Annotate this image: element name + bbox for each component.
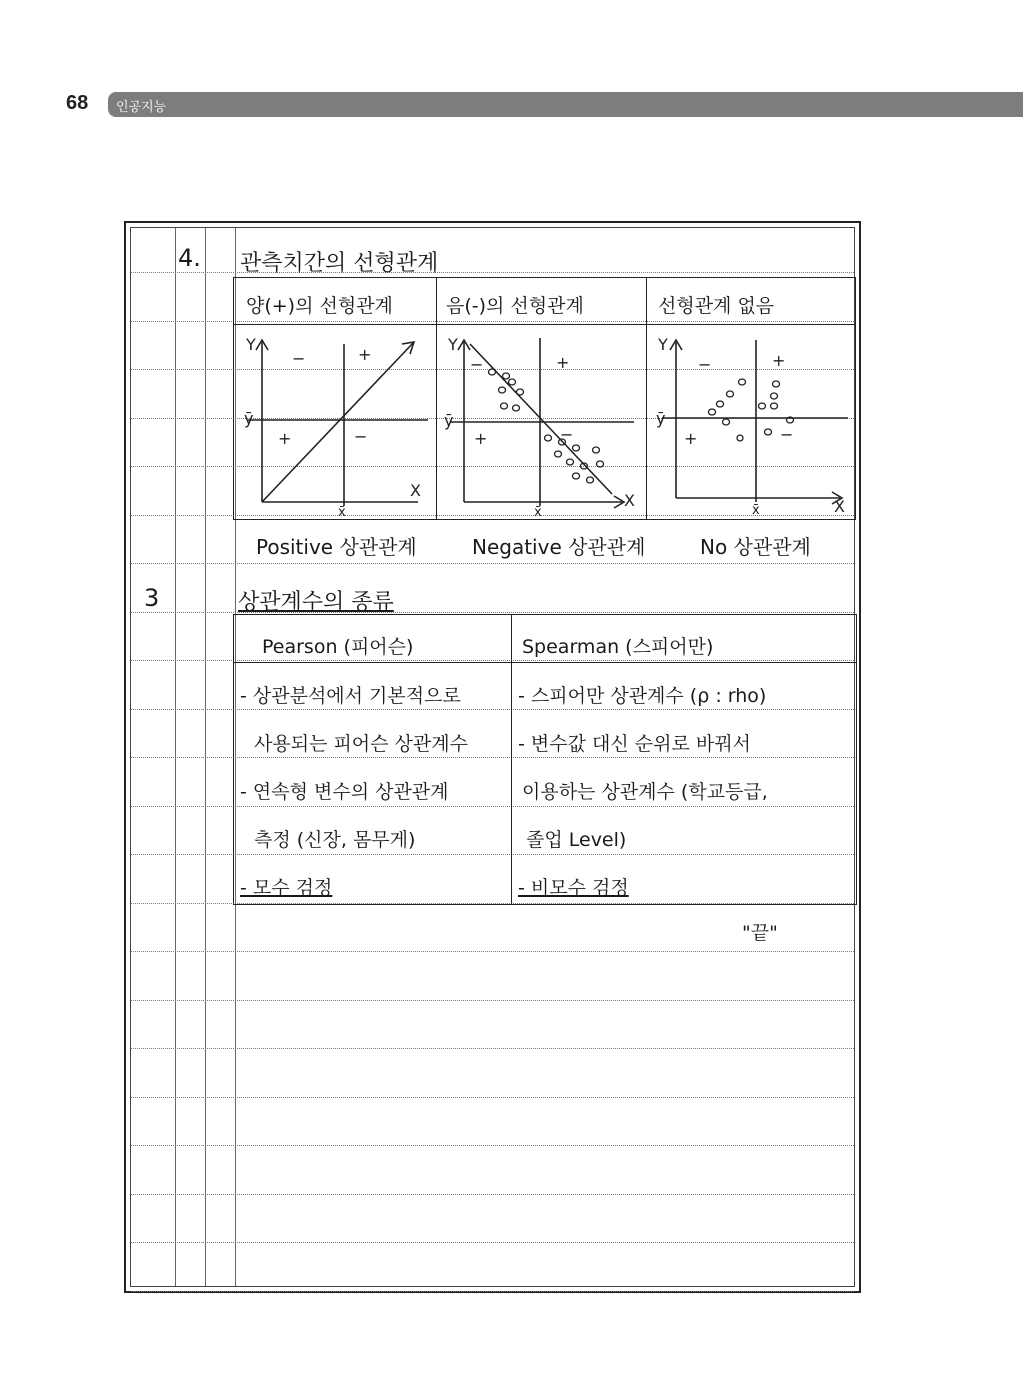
data-point	[555, 451, 562, 457]
data-point	[737, 435, 743, 441]
section-4-number: 4.	[178, 244, 201, 272]
caption-negative: Negative 상관관계	[472, 535, 646, 559]
ruled-line	[131, 1291, 854, 1292]
ruled-line	[131, 951, 854, 952]
quadrant-sign: −	[780, 425, 794, 444]
column-header-none: 선형관계 없음	[658, 295, 775, 317]
quadrant-sign: +	[556, 353, 570, 372]
pearson-line: 사용되는 피어슨 상관계수	[254, 733, 468, 755]
data-point	[765, 429, 772, 435]
data-point	[717, 401, 724, 407]
no-correlation-plot	[650, 330, 854, 516]
quadrant-sign: −	[470, 355, 484, 374]
page-number: 68	[66, 92, 89, 114]
data-point	[499, 387, 506, 393]
x-mean-label: x̄	[338, 505, 346, 516]
spearman-line: 이용하는 상관계수 (학교등급,	[522, 781, 768, 803]
data-point	[587, 477, 594, 483]
data-point	[773, 381, 780, 387]
ruled-line	[131, 1048, 854, 1049]
data-point	[501, 403, 508, 409]
y-label: Y	[658, 335, 668, 354]
x-label: X	[834, 497, 845, 516]
data-point	[567, 459, 574, 465]
pearson-line: - 연속형 변수의 상관관계	[240, 781, 449, 803]
book-title: 인공지능	[116, 100, 167, 115]
table-divider	[233, 324, 856, 325]
data-point	[573, 445, 580, 451]
negative-correlation-plot	[440, 330, 642, 516]
x-label: X	[410, 481, 421, 500]
table-divider	[511, 614, 512, 905]
quadrant-sign: −	[560, 425, 574, 444]
data-point	[489, 369, 496, 375]
positive-correlation-plot	[238, 330, 432, 516]
ruled-line	[131, 563, 854, 564]
spearman-line: 졸업 Level)	[526, 829, 627, 851]
section-3-number: 3	[144, 584, 160, 612]
header-spearman: Spearman (스피어만)	[522, 636, 714, 658]
trend-line	[262, 342, 414, 502]
header-bar	[108, 92, 1023, 117]
y-mean-label: ȳ	[244, 409, 254, 428]
quadrant-sign: +	[278, 429, 292, 448]
ruled-line	[131, 1000, 854, 1001]
data-point	[739, 379, 746, 385]
data-point	[759, 403, 766, 409]
table-divider	[436, 277, 437, 520]
quadrant-sign: −	[292, 349, 306, 368]
spearman-line: - 스피어만 상관계수 (ρ : rho)	[518, 685, 767, 707]
section-4-title: 관측치간의 선형관계	[240, 251, 439, 276]
end-mark: "끝"	[742, 922, 778, 944]
quadrant-sign: +	[474, 429, 488, 448]
data-point	[709, 409, 716, 415]
x-mean-label: x̄	[752, 503, 760, 516]
quadrant-sign: −	[354, 427, 368, 446]
header-pearson: Pearson (피어슨)	[262, 636, 414, 658]
pearson-line: 측정 (신장, 몸무게)	[254, 829, 416, 851]
y-mean-label: ȳ	[444, 411, 454, 430]
trend-line	[470, 344, 612, 494]
y-label: Y	[246, 335, 256, 354]
quadrant-sign: +	[358, 345, 372, 364]
data-point	[771, 403, 778, 409]
data-point	[573, 473, 580, 479]
x-label: X	[624, 491, 635, 510]
quadrant-sign: −	[698, 355, 712, 374]
spearman-line: - 비모수 검정	[518, 877, 629, 899]
spearman-line: - 변수값 대신 순위로 바꿔서	[518, 733, 751, 755]
pearson-line: - 상관분석에서 기본적으로	[240, 685, 461, 707]
data-point	[727, 391, 734, 397]
ruled-line	[131, 1097, 854, 1098]
ruled-line	[131, 1194, 854, 1195]
data-point	[513, 405, 520, 411]
y-mean-label: ȳ	[656, 409, 666, 428]
quadrant-sign: +	[684, 429, 698, 448]
section-3-title: 상관계수의 종류	[238, 590, 394, 615]
table-divider	[233, 662, 857, 663]
ruled-line	[131, 1242, 854, 1243]
x-mean-label: x̄	[534, 505, 542, 516]
column-header-positive: 양(+)의 선형관계	[246, 295, 393, 317]
caption-none: No 상관관계	[700, 535, 811, 559]
data-point	[509, 379, 516, 385]
y-label: Y	[448, 335, 458, 354]
quadrant-sign: +	[772, 351, 786, 370]
table-divider	[646, 277, 647, 520]
data-point	[593, 447, 600, 453]
data-point	[517, 389, 524, 395]
column-header-negative: 음(-)의 선형관계	[446, 295, 584, 317]
data-point	[545, 435, 552, 441]
data-point	[771, 393, 778, 399]
pearson-line: - 모수 검정	[240, 877, 333, 899]
caption-positive: Positive 상관관계	[256, 535, 417, 559]
data-point	[723, 419, 730, 425]
data-point	[597, 461, 604, 467]
ruled-line	[131, 1145, 854, 1146]
data-point	[503, 373, 510, 379]
